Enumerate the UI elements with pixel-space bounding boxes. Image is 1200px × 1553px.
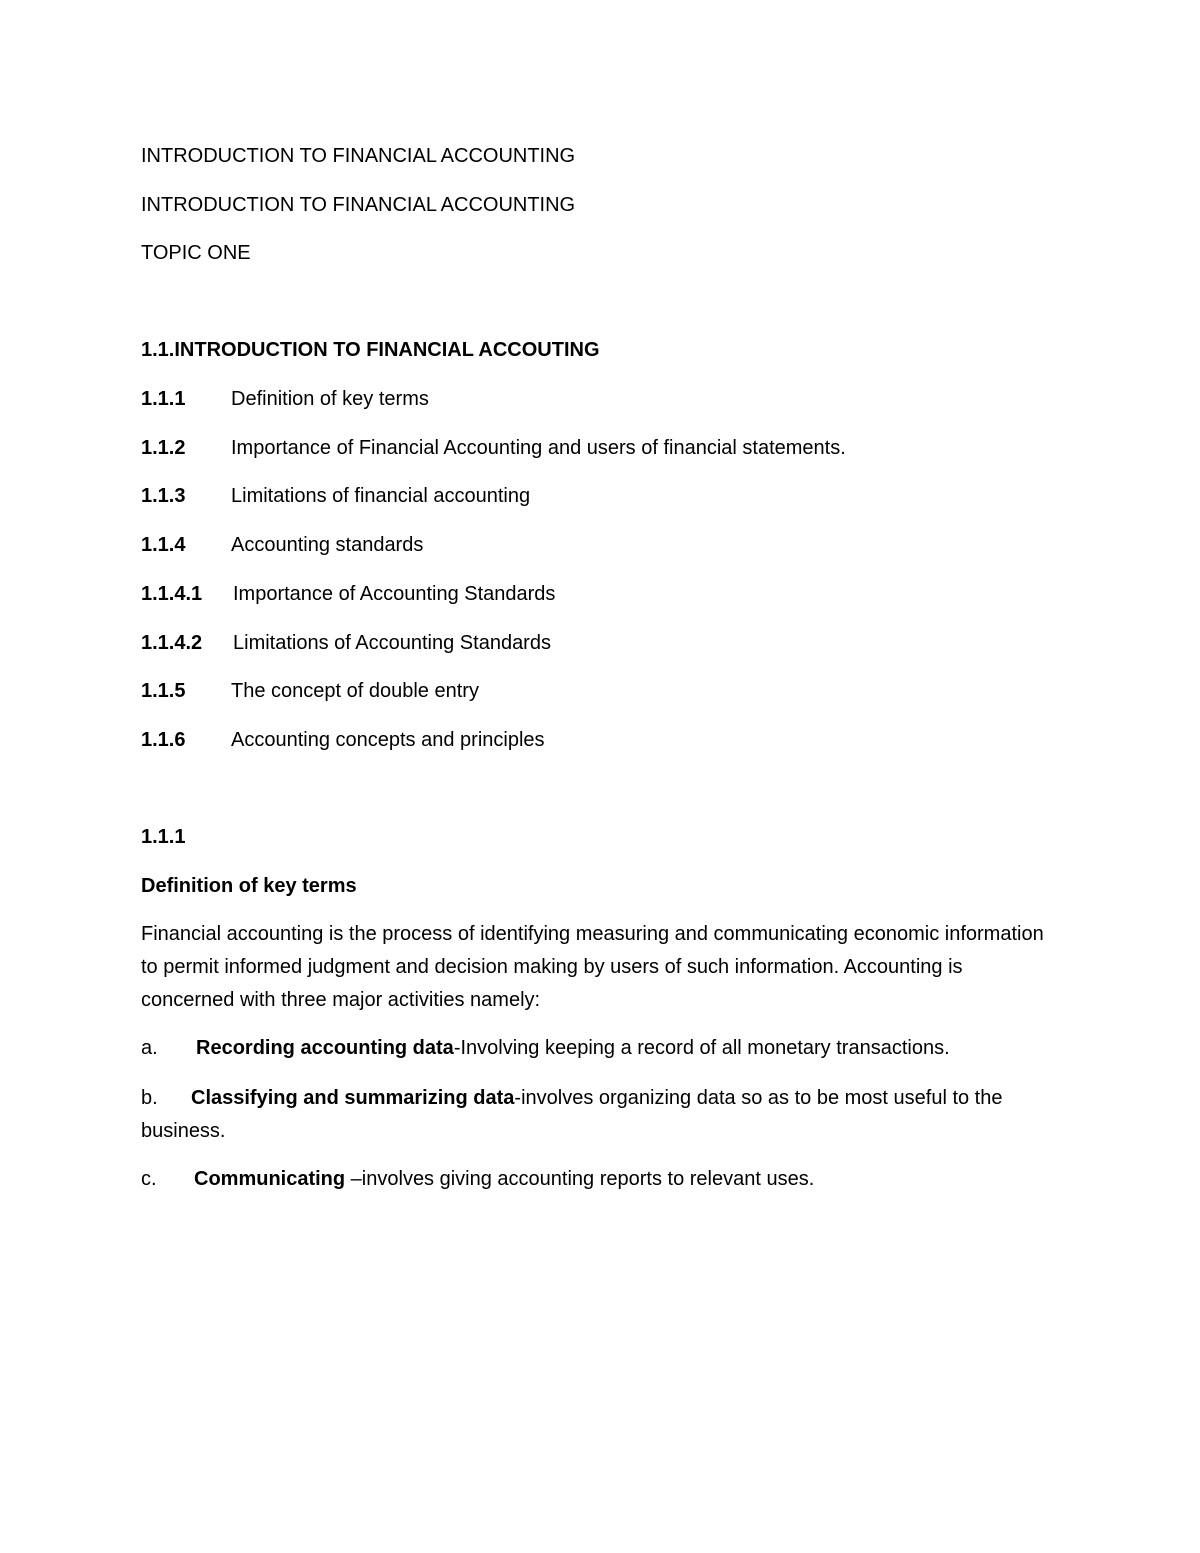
activity-description: -involves organizing data so as to be most useful to the business. <box>141 1087 1003 1142</box>
item-letter: b. <box>141 1087 158 1109</box>
activity-item <box>141 1032 1061 1065</box>
toc-text: Definition of key terms <box>231 388 429 410</box>
activity-term: Classifying and summarizing data <box>191 1087 515 1109</box>
toc-text: Accounting concepts and principles <box>231 729 545 751</box>
toc-item <box>141 631 202 655</box>
toc-number: 1.1.4.1 <box>141 583 203 605</box>
section-heading: 1.1.INTRODUCTION TO FINANCIAL ACCOUTING <box>141 339 600 361</box>
toc-item <box>141 436 185 460</box>
item-letter: c. <box>141 1168 157 1190</box>
toc-text: The concept of double entry <box>231 680 479 702</box>
toc-text: Accounting standards <box>231 534 424 556</box>
toc-number: 1.1.6 <box>141 729 186 751</box>
subsection-number: 1.1.1 <box>141 826 186 848</box>
toc-text: Importance of Accounting Standards <box>233 583 556 605</box>
topic-label: TOPIC ONE <box>141 242 251 264</box>
activity-term: Recording accounting data <box>196 1037 454 1059</box>
subsection-heading: Definition of key terms <box>141 875 357 897</box>
activity-description: -Involving keeping a record of all monetary transactions. <box>453 1037 950 1059</box>
toc-text: Importance of Financial Accounting and users of financial statements. <box>231 437 846 459</box>
activity-description: –involves giving accounting reports to relevant uses. <box>345 1168 815 1190</box>
activity-item <box>141 1082 1061 1148</box>
toc-number: 1.1.4.2 <box>141 632 203 654</box>
toc-number: 1.1.1 <box>141 388 186 410</box>
toc-number: 1.1.4 <box>141 534 186 556</box>
toc-text: Limitations of financial accounting <box>231 485 531 507</box>
toc-text: Limitations of Accounting Standards <box>233 632 551 654</box>
toc-number: 1.1.3 <box>141 485 186 507</box>
toc-item <box>141 533 185 557</box>
toc-number: 1.1.5 <box>141 680 186 702</box>
doc-title-repeat: INTRODUCTION TO FINANCIAL ACCOUNTING <box>141 194 576 216</box>
definition-paragraph: Financial accounting is the process of identifying measuring and communicating economic information to permit informed judgment and decision making by users of such information. Accounting is concerned with three major activities namely: <box>141 923 1044 1011</box>
activity-item <box>141 1163 1061 1196</box>
toc-item <box>141 484 185 508</box>
item-letter: a. <box>141 1037 158 1059</box>
toc-item <box>141 728 185 752</box>
toc-item <box>141 582 202 606</box>
doc-title: INTRODUCTION TO FINANCIAL ACCOUNTING <box>141 145 576 167</box>
toc-number: 1.1.2 <box>141 437 186 459</box>
toc-item <box>141 387 185 411</box>
activity-term: Communicating <box>194 1168 346 1190</box>
toc-item <box>141 679 185 703</box>
